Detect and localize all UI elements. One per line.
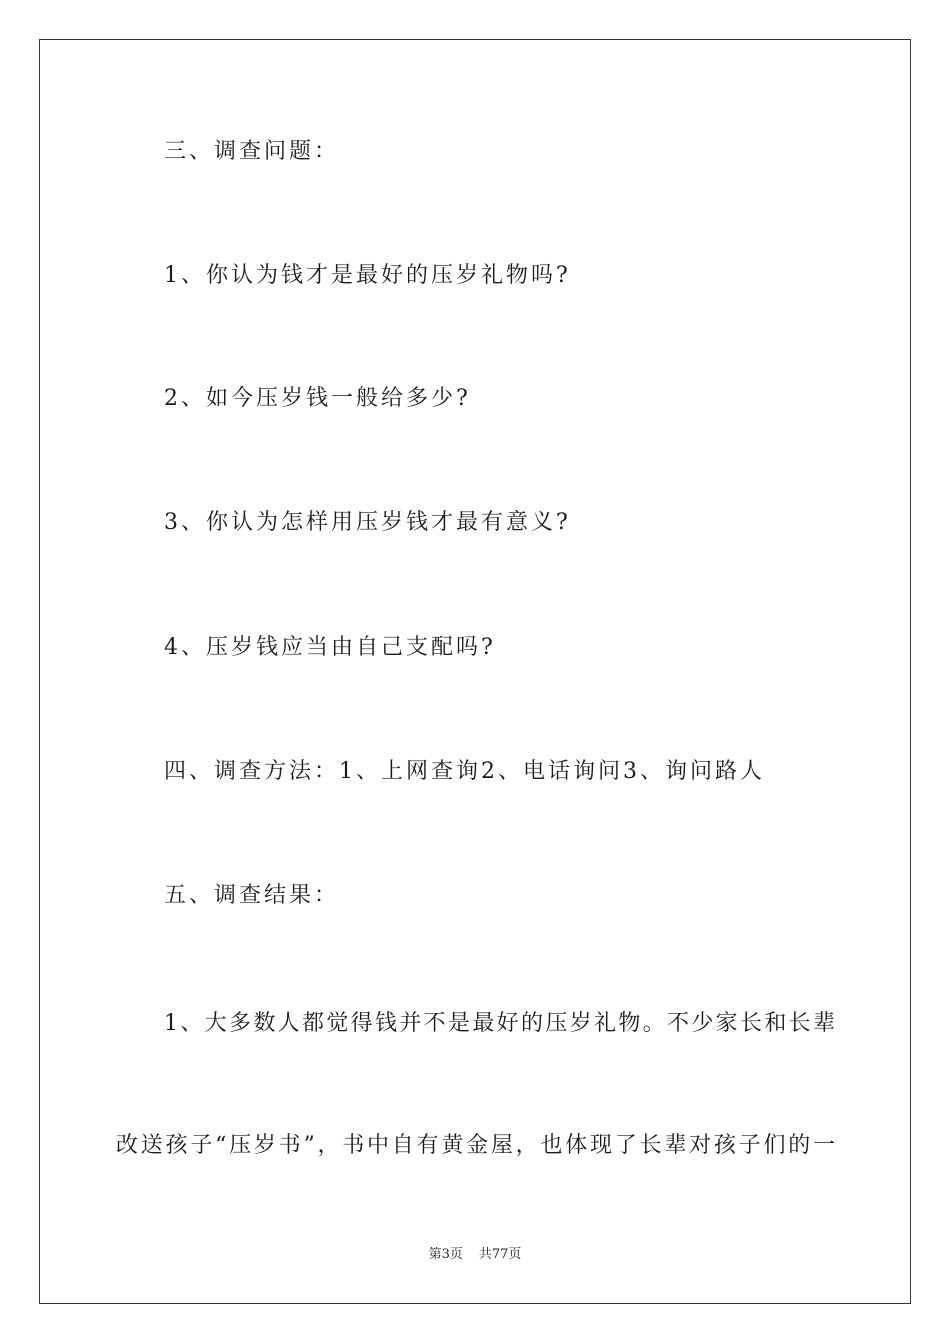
- heading-survey-questions: 三、调查问题：: [164, 139, 340, 164]
- heading-survey-methods: 四、调查方法：1、上网查询2、电话询问3、询问路人: [164, 759, 765, 784]
- page-footer: [0, 1246, 950, 1264]
- question-2: 2、如今压岁钱一般给多少?: [164, 386, 471, 411]
- heading-survey-results: 五、调查结果：: [164, 883, 340, 908]
- page-border: [39, 39, 911, 1304]
- page-total: 共77页: [478, 1247, 522, 1262]
- result-paragraph-line-2: 改送孩子“压岁书”，书中自有黄金屋，也体现了长辈对孩子们的一: [116, 1133, 835, 1158]
- question-3: 3、你认为怎样用压岁钱才最有意义?: [164, 510, 571, 535]
- question-1: 1、你认为钱才是最好的压岁礼物吗?: [164, 263, 571, 288]
- page-number: 第3页: [428, 1247, 463, 1262]
- question-4: 4、压岁钱应当由自己支配吗?: [164, 635, 496, 660]
- result-paragraph-line-1: 1、大多数人都觉得钱并不是最好的压岁礼物。不少家长和长辈: [164, 1011, 835, 1036]
